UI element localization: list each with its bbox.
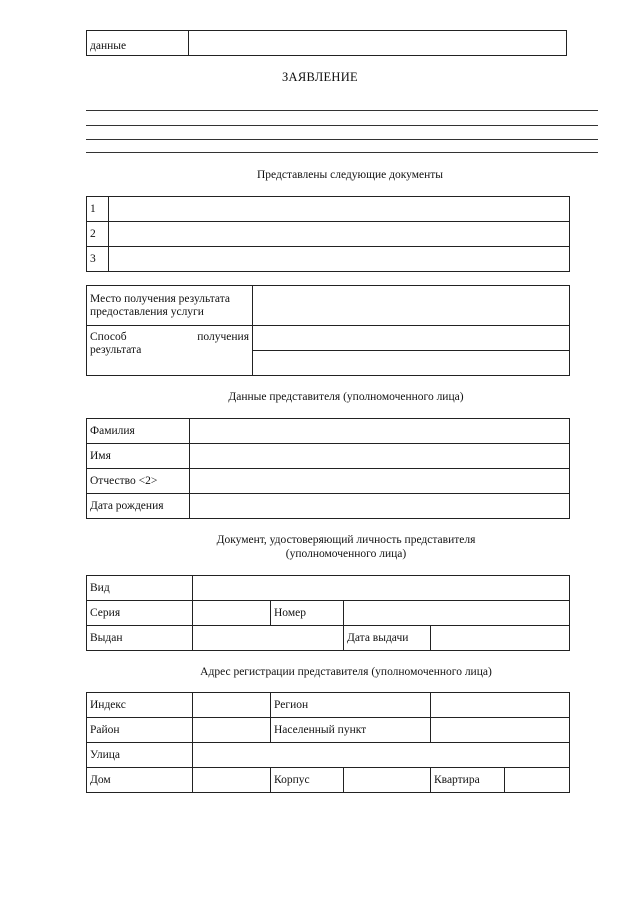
id-type-label: Вид [87, 576, 193, 601]
id-document-heading-line-1: Документ, удостоверяющий личность представителя [216, 534, 476, 546]
result-place-field[interactable] [253, 286, 570, 326]
locality-field[interactable] [431, 718, 570, 743]
document-row-field[interactable] [109, 197, 570, 222]
id-issued-label: Выдан [87, 626, 193, 651]
house-field[interactable] [193, 768, 271, 793]
page-title: ЗАЯВЛЕНИЕ [282, 70, 358, 84]
representative-table [86, 418, 570, 519]
statement-line-4[interactable] [86, 152, 598, 153]
documents-heading: Представлены следующие документы [257, 169, 443, 181]
id-issue-date-label: Дата выдачи [344, 626, 431, 651]
name-field[interactable] [190, 444, 570, 469]
apartment-field[interactable] [505, 768, 570, 793]
district-label: Район [87, 718, 193, 743]
id-series-field[interactable] [193, 601, 271, 626]
surname-label: Фамилия [87, 419, 190, 444]
result-method-word-3: результата [90, 344, 142, 356]
top-data-table [86, 30, 567, 56]
statement-line-3[interactable] [86, 139, 598, 140]
id-series-label: Серия [87, 601, 193, 626]
index-field[interactable] [193, 693, 271, 718]
id-type-field[interactable] [193, 576, 570, 601]
index-label: Индекс [87, 693, 193, 718]
document-row-field[interactable] [109, 247, 570, 272]
id-document-heading-line-2: (уполномоченного лица) [285, 548, 407, 560]
address-table [86, 692, 570, 793]
street-label: Улица [87, 743, 193, 768]
locality-label: Населенный пункт [271, 718, 431, 743]
surname-field[interactable] [190, 419, 570, 444]
patronymic-field[interactable] [190, 469, 570, 494]
patronymic-label: Отчество <2> [87, 469, 190, 494]
result-method-word-2: получения [197, 331, 249, 343]
result-method-field-2[interactable] [253, 351, 570, 376]
documents-table [86, 196, 570, 272]
district-field[interactable] [193, 718, 271, 743]
street-field[interactable] [193, 743, 570, 768]
id-number-field[interactable] [344, 601, 570, 626]
result-table [86, 285, 570, 376]
document-row-number: 2 [87, 222, 109, 247]
name-label: Имя [87, 444, 190, 469]
id-issued-field[interactable] [193, 626, 344, 651]
house-label: Дом [87, 768, 193, 793]
result-method-word-1: Способ [90, 331, 127, 343]
document-row-field[interactable] [109, 222, 570, 247]
result-method-field-1[interactable] [253, 326, 570, 351]
region-label: Регион [271, 693, 431, 718]
statement-line-1[interactable] [86, 110, 598, 111]
id-number-label: Номер [271, 601, 344, 626]
id-document-table [86, 575, 570, 651]
document-row-number: 1 [87, 197, 109, 222]
id-issue-date-field[interactable] [431, 626, 570, 651]
region-field[interactable] [431, 693, 570, 718]
statement-line-2[interactable] [86, 125, 598, 126]
birth-date-field[interactable] [190, 494, 570, 519]
result-method-label [87, 326, 253, 376]
representative-heading: Данные представителя (уполномоченного лица) [228, 391, 464, 403]
document-row-number: 3 [87, 247, 109, 272]
top-data-label: данные [87, 31, 189, 56]
address-heading: Адрес регистрации представителя (уполномоченного лица) [200, 666, 492, 678]
result-place-label: Место получения результата предоставления услуги [87, 286, 253, 326]
birth-date-label: Дата рождения [87, 494, 190, 519]
top-data-field[interactable] [189, 31, 567, 56]
building-label: Корпус [271, 768, 344, 793]
apartment-label: Квартира [431, 768, 505, 793]
building-field[interactable] [344, 768, 431, 793]
